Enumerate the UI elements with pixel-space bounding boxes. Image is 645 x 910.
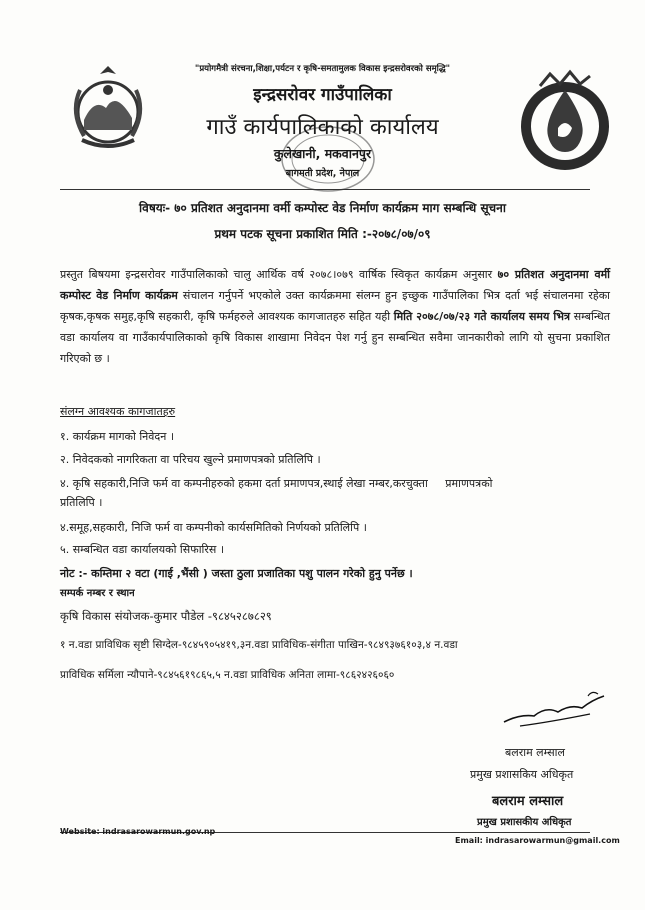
doc-item: २. निवेदकको नागरिकता वा परिचय खुल्ने प्रमाणपत्रको प्रतिलिपि । bbox=[60, 453, 321, 466]
contact-main: कृषि विकास संयोजक-कुमार पौडेल -९८४५२८७८२९ bbox=[60, 609, 272, 623]
stamp-name: बलराम लम्साल bbox=[492, 794, 564, 809]
signatory-title: प्रमुख प्रशासकिय अधिकृत bbox=[470, 768, 574, 781]
doc-item-continued: प्रतिलिपि । bbox=[60, 496, 103, 509]
footer-email: Email: indrasarowarmun@gmail.com bbox=[455, 836, 620, 845]
header-slogan: "प्रयोगमैत्री संरचना,शिक्षा,पर्यटन र कृषि-समतामुलक विकास इन्द्रसरोवरको समृद्धि" bbox=[194, 64, 451, 74]
office-province: बागमती प्रदेश, नेपाल bbox=[285, 168, 360, 179]
office-location: कुलेखानी, मकवानपुर bbox=[273, 146, 372, 161]
notice-publish-date: प्रथम पटक सूचना प्रकाशित मिति :-२०७८/०७/०९ bbox=[214, 227, 431, 241]
handwritten-signature bbox=[500, 686, 610, 731]
notice-subject: विषयः- ७० प्रतिशत अनुदानमा वर्मी कम्पोस्ट वेड निर्माण कार्यक्रम माग सम्बन्धि सूचना bbox=[139, 201, 506, 215]
contact-wards-line-1: १ न.वडा प्राविधिक सृष्टी सिग्देल-९८४५९०५४१९,३न.वडा प्राविधिक-संगीता पाखिन-९८४९३७६१०३,४ न.वडा bbox=[60, 639, 458, 651]
body-text-1: प्रस्तुत बिषयमा इन्द्रसरोवर गाउँपालिकाको चालु आर्थिक वर्ष २०७८।०७९ वार्षिक स्विकृत कार्यक्रम अनुसार bbox=[60, 268, 498, 281]
stamp-title: प्रमुख प्रशासकीय अधिकृत bbox=[477, 817, 572, 828]
body-text-3: सम्बन्धित वडा कार्यालय वा गाउँकार्यपालिकाको कृषि विकास शाखामा निवेदन पेश गर्नु हुन सम्बन्धित सवैमा जानकारीको लागि यो सुचना प्रकाशित गरिएको छ । bbox=[60, 310, 610, 365]
org-name: इन्द्रसरोवर गाउँपालिका bbox=[253, 85, 392, 105]
doc-item: ४.समूह,सहकारी, निजि फर्म वा कम्पनीको कार्यसमितिको निर्णयको प्रतिलिपि । bbox=[60, 521, 367, 534]
doc-item: १. कार्यक्रम मागको निवेदन । bbox=[60, 430, 175, 443]
footer-website: Website: indrasarowarmun.gov.np bbox=[60, 827, 216, 836]
body-bold-program: ७० प्रतिशत अनुदानमा वर्मी कम्पोस्ट वेड निर्माण कार्यक्रम bbox=[60, 268, 610, 302]
doc-item: ५. सम्बन्धित वडा कार्यालयको सिफारिस । bbox=[60, 543, 225, 556]
body-bold-deadline: मिति २०७८/०७/२३ गते कार्यालय समय भित्र bbox=[393, 310, 571, 323]
nepal-emblem-logo bbox=[60, 60, 156, 156]
office-name: गाउँ कार्यपालिकाको कार्यालय bbox=[206, 115, 439, 140]
signatory-name: बलराम लम्साल bbox=[505, 746, 565, 759]
contact-heading: सम्पर्क नम्बर र स्थान bbox=[60, 588, 135, 599]
doc-item: ४. कृषि सहकारी,निजि फर्म वा कम्पनीहरुको हकमा दर्ता प्रमाणपत्र,स्थाई लेखा नम्बर,करचुक्ता प्रमाणपत्रको bbox=[60, 477, 493, 490]
header-divider bbox=[60, 189, 590, 190]
notice-note: नोट :- कम्तिमा २ वटा (गाई ,भैंसी ) जस्ता ठुला प्रजातिका पशु पालन गरेको हुनु पर्नेछ । bbox=[60, 567, 413, 580]
notice-body bbox=[60, 264, 610, 369]
body-text-2: संचालन गर्नुपर्ने भएकोले उक्त कार्यक्रममा संलग्न हुन इच्छुक गाउँपालिका भित्र दर्ता भई संचालनमा रहेका कृषक,कृषक समुह,कृषि सहकारी, कृषि फर्महरुले आवश्यक कागजातहरु सहित यही bbox=[60, 289, 611, 323]
contact-wards-line-2: प्राविधिक सर्मिला न्यौपाने-९८४५६१९८६५,५ न.वडा प्राविधिक अनिता लामा-९८६२४२६०६० bbox=[60, 669, 395, 681]
docs-heading: संलग्न आवश्यक कागजातहरु bbox=[60, 405, 176, 418]
